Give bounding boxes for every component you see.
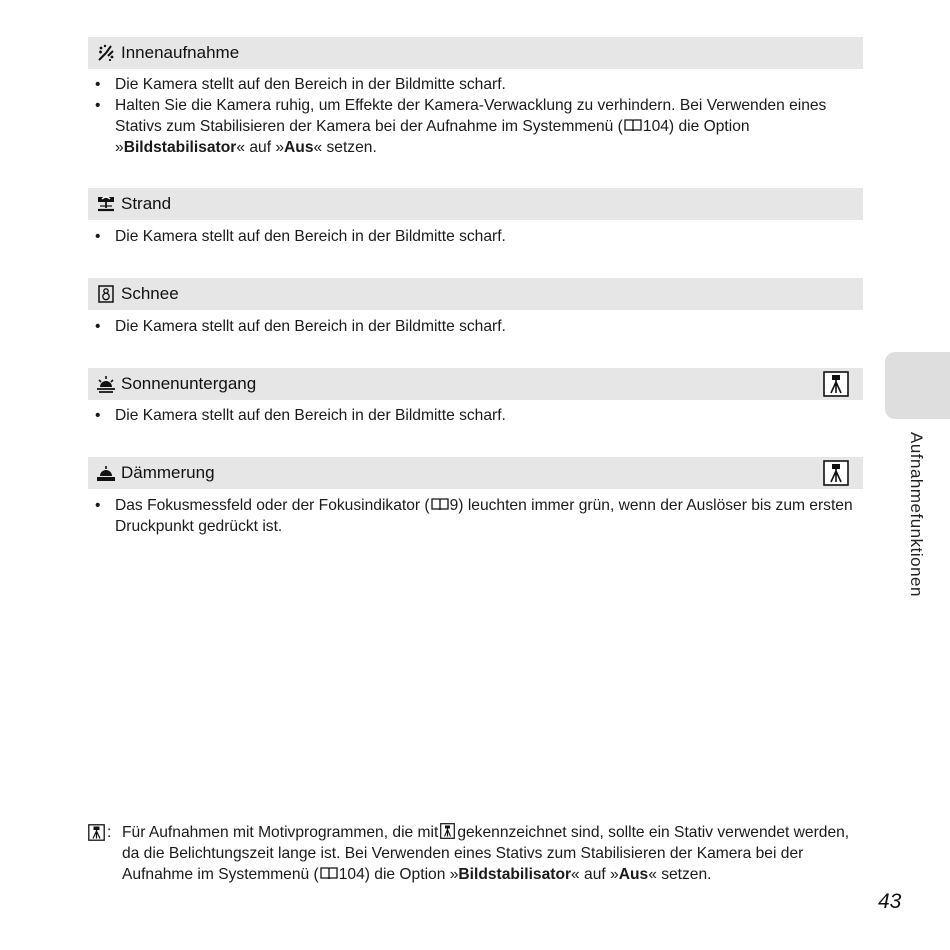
chapter-label: Aufnahmefunktionen [907,432,926,597]
section-title: Innenaufnahme [121,43,240,62]
section-header-sunset [88,368,863,400]
bullet-list [95,74,860,158]
footnote-text: Für Aufnahmen mit Motivprogrammen, die mit gekennzeichnet sind, sollte ein Stativ verwendet werden, da die Belichtungszeit lange ist. Bei Verwenden eines Stativs zum Stabilisieren der Kamera bei der Aufnahme im Systemmenü ( 104) die Option »Bildstabilisator« auf »Aus« setzen. [122,824,850,883]
list-item: • Die Kamera stellt auf den Bereich in der Bildmitte scharf. [95,405,860,426]
section-title: Dämmerung [121,463,215,482]
list-item: • Die Kamera stellt auf den Bereich in der Bildmitte scharf. [95,74,860,95]
section-title: Schnee [121,284,179,303]
page-number: 43 [878,890,902,913]
section-header-indoor [88,37,863,69]
beach-icon [96,194,116,214]
list-item: • Die Kamera stellt auf den Bereich in der Bildmitte scharf. [95,226,860,247]
section-header-snow [88,278,863,310]
section-title: Sonnenuntergang [121,374,257,393]
bullet-list [95,405,860,426]
dusk-icon [96,463,116,483]
section-header-dusk [88,457,863,489]
footnote-colon: : [107,824,112,841]
book-reference-icon [431,497,449,511]
list-item: • Die Kamera stellt auf den Bereich in der Bildmitte scharf. [95,316,860,337]
bullet-list [95,495,860,537]
book-reference-icon [624,118,642,132]
footnote [88,822,863,885]
bullet-list [95,316,860,337]
tripod-icon [823,460,849,486]
tripod-icon [88,824,105,841]
list-item: • Das Fokusmessfeld oder der Fokusindikator ( 9) leuchten immer grün, wenn der Auslöser bis zum ersten Druckpunkt gedrückt ist. [95,495,860,537]
bullet-list [95,226,860,247]
sunset-icon [96,374,116,394]
section-title: Strand [121,194,172,213]
tripod-icon [823,371,849,397]
book-reference-icon [320,866,338,880]
indoor-party-icon [96,43,116,63]
snow-icon [96,284,116,304]
tripod-icon [440,823,455,839]
section-header-beach [88,188,863,220]
chapter-tab [885,352,950,419]
list-item: • Halten Sie die Kamera ruhig, um Effekte der Kamera-Verwacklung zu verhindern. Bei Verwenden eines Stativs zum Stabilisieren der Kamera bei der Aufnahme im Systemmenü ( 104) die Option »Bildstabilisator« auf »Aus« setzen. [95,95,860,158]
